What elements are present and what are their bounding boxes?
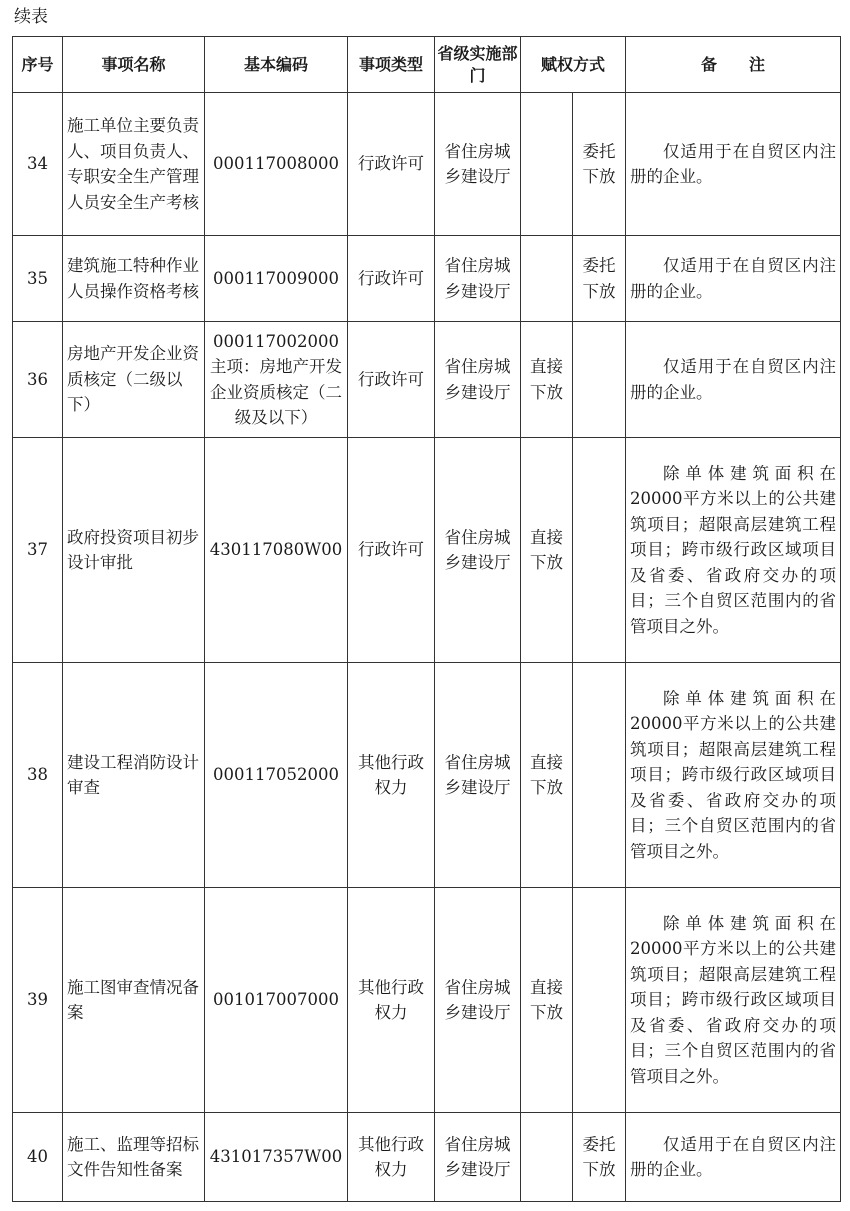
entrusted-delegation-cell: 委托下放 [573, 236, 626, 322]
type-cell: 行政许可 [348, 322, 435, 438]
note-cell: 除单体建筑面积在20000平方米以上的公共建筑项目；超限高层建筑工程项目；跨市级行政区域项目及省委、省政府交办的项目；三个自贸区范围内的省管项目之外。 [626, 438, 841, 663]
type-cell: 其他行政权力 [348, 1113, 435, 1202]
dept-cell: 省住房城乡建设厅 [435, 438, 521, 663]
note-cell: 仅适用于在自贸区内注册的企业。 [626, 93, 841, 236]
direct-delegation-cell [521, 93, 573, 236]
entrusted-delegation-cell [573, 888, 626, 1113]
code-cell: 000117002000 主项：房地产开发企业资质核定（二级及以下） [205, 322, 348, 438]
code-cell: 000117009000 [205, 236, 348, 322]
item-name-cell: 房地产开发企业资质核定（二级以下） [63, 322, 205, 438]
table-row [13, 888, 841, 1113]
item-name-cell: 施工图审查情况备案 [63, 888, 205, 1113]
seq-cell: 38 [13, 663, 63, 888]
note-cell: 除单体建筑面积在20000平方米以上的公共建筑项目；超限高层建筑工程项目；跨市级行政区域项目及省委、省政府交办的项目；三个自贸区范围内的省管项目之外。 [626, 888, 841, 1113]
seq-cell: 35 [13, 236, 63, 322]
direct-delegation-cell: 直接下放 [521, 438, 573, 663]
type-cell: 其他行政权力 [348, 888, 435, 1113]
code-cell: 431017357W00 [205, 1113, 348, 1202]
type-cell: 行政许可 [348, 93, 435, 236]
dept-cell: 省住房城乡建设厅 [435, 888, 521, 1113]
direct-delegation-cell: 直接下放 [521, 888, 573, 1113]
seq-cell: 40 [13, 1113, 63, 1202]
item-name-cell: 施工单位主要负责人、项目负责人、专职安全生产管理人员安全生产考核 [63, 93, 205, 236]
header-note: 备 注 [626, 37, 841, 93]
table-row [13, 438, 841, 663]
dept-cell: 省住房城乡建设厅 [435, 1113, 521, 1202]
continued-table-caption: 续表 [14, 7, 48, 27]
dept-cell: 省住房城乡建设厅 [435, 663, 521, 888]
header-name: 事项名称 [63, 37, 205, 93]
note-cell: 除单体建筑面积在20000平方米以上的公共建筑项目；超限高层建筑工程项目；跨市级行政区域项目及省委、省政府交办的项目；三个自贸区范围内的省管项目之外。 [626, 663, 841, 888]
seq-cell: 39 [13, 888, 63, 1113]
direct-delegation-cell [521, 236, 573, 322]
code-cell: 430117080W00 [205, 438, 348, 663]
type-cell: 其他行政权力 [348, 663, 435, 888]
dept-cell: 省住房城乡建设厅 [435, 322, 521, 438]
table-row [13, 663, 841, 888]
type-cell: 行政许可 [348, 438, 435, 663]
header-code: 基本编码 [205, 37, 348, 93]
entrusted-delegation-cell [573, 438, 626, 663]
seq-cell: 37 [13, 438, 63, 663]
entrusted-delegation-cell [573, 322, 626, 438]
dept-cell: 省住房城乡建设厅 [435, 236, 521, 322]
table-row [13, 236, 841, 322]
code-cell: 001017007000 [205, 888, 348, 1113]
dept-cell: 省住房城乡建设厅 [435, 93, 521, 236]
seq-cell: 34 [13, 93, 63, 236]
entrusted-delegation-cell: 委托下放 [573, 1113, 626, 1202]
header-method: 赋权方式 [521, 37, 626, 93]
direct-delegation-cell: 直接下放 [521, 322, 573, 438]
header-seq: 序号 [13, 37, 63, 93]
header-row [13, 37, 841, 93]
table-row [13, 93, 841, 236]
note-cell: 仅适用于在自贸区内注册的企业。 [626, 236, 841, 322]
table-row [13, 1113, 841, 1202]
item-name-cell: 政府投资项目初步设计审批 [63, 438, 205, 663]
direct-delegation-cell: 直接下放 [521, 663, 573, 888]
table-row [13, 322, 841, 438]
header-dept: 省级实施部门 [435, 37, 521, 93]
item-name-cell: 建筑施工特种作业人员操作资格考核 [63, 236, 205, 322]
entrusted-delegation-cell [573, 663, 626, 888]
item-name-cell: 施工、监理等招标文件告知性备案 [63, 1113, 205, 1202]
note-cell: 仅适用于在自贸区内注册的企业。 [626, 322, 841, 438]
header-type: 事项类型 [348, 37, 435, 93]
code-cell: 000117008000 [205, 93, 348, 236]
seq-cell: 36 [13, 322, 63, 438]
note-cell: 仅适用于在自贸区内注册的企业。 [626, 1113, 841, 1202]
item-name-cell: 建设工程消防设计审查 [63, 663, 205, 888]
type-cell: 行政许可 [348, 236, 435, 322]
direct-delegation-cell [521, 1113, 573, 1202]
code-cell: 000117052000 [205, 663, 348, 888]
devolved-items-table [12, 36, 841, 1202]
entrusted-delegation-cell: 委托下放 [573, 93, 626, 236]
